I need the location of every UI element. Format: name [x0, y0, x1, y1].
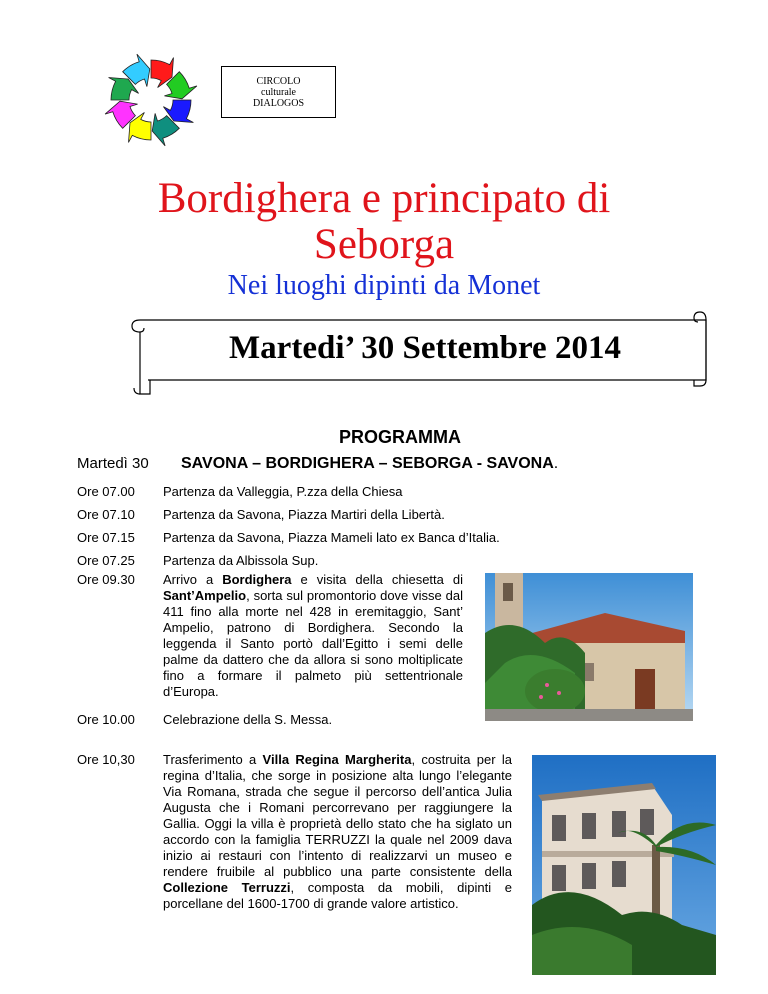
route-title [181, 455, 558, 473]
logo-line-2: culturale [261, 86, 296, 98]
schedule-time-3: Ore 07.15 [77, 530, 135, 545]
schedule-time-1: Ore 07.00 [77, 484, 135, 499]
programma-heading: PROGRAMMA [339, 427, 461, 447]
schedule-time-4: Ore 07.25 [77, 553, 135, 568]
route-suffix: . [553, 455, 559, 472]
schedule-text-1000: Celebrazione della S. Messa. [163, 712, 333, 727]
route-text: SAVONA – BORDIGHERA – SEBORGA - SAVONA [181, 455, 554, 472]
paragraph-villa-regina-margherita [163, 752, 512, 912]
p2-text-c: , composta da mobili, dipinti e porcellane del 1600-1700 di grande valore artistico. [163, 880, 512, 911]
schedule-text-2: Partenza da Savona, Piazza Martiri della Libertà. [163, 507, 445, 522]
page-title [0, 176, 768, 268]
schedule-text-3: Partenza da Savona, Piazza Mameli lato ex Banca d’Italia. [163, 530, 500, 545]
schedule-text-1: Partenza da Valleggia, P.zza della Chiesa [163, 484, 403, 499]
p1-text-b: e visita della chiesetta di [291, 572, 463, 587]
page-subtitle: Nei luoghi dipinti da Monet [227, 270, 541, 301]
schedule-time-1000: Ore 10.00 [77, 712, 135, 727]
schedule-text-4: Partenza da Albissola Sup. [163, 553, 319, 568]
event-date: Martedi’ 30 Settembre 2014 [229, 330, 621, 366]
p1-text-c: , sorta sul promontorio dove visse dal 411 fino alla morte nel 428 in eremitaggio, Sant’ Ampelio, patrono di Bordighera. Secondo la leggenda il Santo portò dall’Egitto i semi delle palme da dattero che da allora si sono moltiplicate fino a formare il palmeto più settentrionale d’Europa. [163, 588, 463, 699]
p1-bold-santampelio: Sant’Ampelio [163, 588, 247, 603]
logo-line-3: DIALOGOS [252, 97, 305, 109]
p1-text-a: Arrivo a [163, 572, 223, 587]
p2-bold-collezione: Collezione Terruzzi [163, 880, 291, 895]
logo-line-1: CIRCOLO [256, 75, 301, 87]
p2-text-a: Trasferimento a [163, 752, 263, 767]
schedule-time-0930: Ore 09.30 [77, 572, 135, 587]
p1-bold-bordighera: Bordighera [222, 572, 292, 587]
p2-text-b: , costruita per la regina d’Italia, che sorge in posizione alta lungo l’elegante Via Romana, strada che segue il percorso dell’antica Julia Augusta che i Romani percorrevano per raggiungere la Gallia. Oggi la villa è proprietà dello stato che ha siglato un accordo con la famiglia TERRUZZI la quale nel 2009 dava inizio ai restauri con l’intento di realizzarvi un museo e rendere fruibile al pubblico una parte consistente della [163, 752, 512, 879]
schedule-time-2: Ore 07.10 [77, 507, 135, 522]
p2-bold-villa: Villa Regina Margherita [262, 752, 412, 767]
paragraph-sant-ampelio [163, 572, 463, 700]
sant-ampelio-church-photo [485, 573, 693, 721]
schedule-time-1030: Ore 10,30 [77, 752, 135, 767]
title-line-1: Bordighera e principato di [157, 175, 611, 222]
day-label: Martedì 30 [77, 455, 149, 472]
circolo-dialogos-logo [92, 48, 210, 152]
logo-text-box [221, 66, 336, 118]
villa-regina-margherita-photo [532, 755, 716, 975]
title-line-2: Seborga [313, 221, 455, 268]
